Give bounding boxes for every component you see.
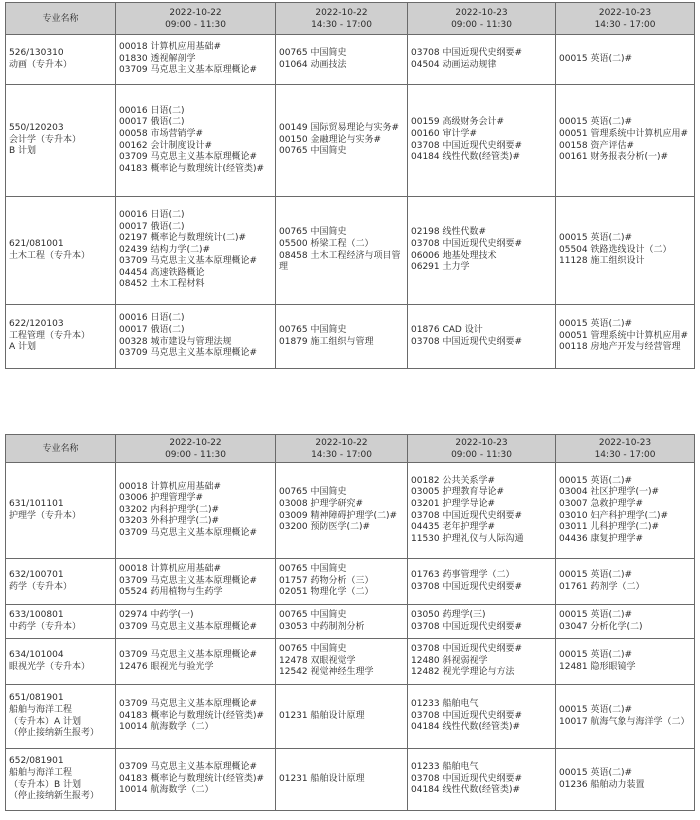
exam-cell: 00765 中国简史 03053 中药制剂分析 — [276, 605, 408, 639]
major-cell: 634/101004 眼视光学（专升本） — [6, 639, 116, 685]
column-header-major: 专业名称 — [6, 3, 116, 35]
exam-cell: 00159 高级财务会计# 00160 审计学# 03708 中国近现代史纲要# 04184 线性代数(经管类)# — [408, 85, 556, 197]
exam-cell: 00015 英语(二)# 00051 管理系统中计算机应用# 00118 房地产开发与经营管理 — [556, 305, 695, 369]
table-row — [6, 35, 695, 85]
exam-cell: 03709 马克思主义基本原理概论# 04183 概率论与数理统计(经管类)# 10014 航海数学（二） — [116, 685, 276, 749]
column-header-slot: 2022-10-22 09:00 - 11:30 — [116, 3, 276, 35]
table-row — [6, 639, 695, 685]
exam-cell: 00018 计算机应用基础# 01830 透视解剖学 03709 马克思主义基本原理概论# — [116, 35, 276, 85]
exam-cell: 00015 英语(二)# — [556, 35, 695, 85]
major-cell: 622/120103 工程管理（专升本） A 计划 — [6, 305, 116, 369]
exam-cell: 03050 药理学(三) 03708 中国近现代史纲要# — [408, 605, 556, 639]
exam-cell: 00149 国际贸易理论与实务# 00150 金融理论与实务# 00765 中国简史 — [276, 85, 408, 197]
table-row — [6, 463, 695, 559]
major-cell: 651/081901 船舶与海洋工程 （专升本）A 计划 （停止接纳新生报考） — [6, 685, 116, 749]
table-row — [6, 749, 695, 811]
exam-cell: 00765 中国简史 03008 护理学研究# 03009 精神障碍护理学(二)# 03200 预防医学(二)# — [276, 463, 408, 559]
exam-cell: 00765 中国简史 05500 桥梁工程（二） 08458 土木工程经济与项目管理 — [276, 197, 408, 305]
column-header-slot: 2022-10-22 09:00 - 11:30 — [116, 435, 276, 463]
table-row — [6, 85, 695, 197]
exam-cell: 00765 中国简史 01757 药物分析（三） 02051 物理化学（二） — [276, 559, 408, 605]
table-row — [6, 197, 695, 305]
column-header-slot: 2022-10-22 14:30 - 17:00 — [276, 435, 408, 463]
column-header-major: 专业名称 — [6, 435, 116, 463]
exam-cell: 00182 公共关系学# 03005 护理教育导论# 03201 护理学导论# 03708 中国近现代史纲要# 04435 老年护理学# 11530 护理礼仪与人际沟通 — [408, 463, 556, 559]
table-row — [6, 605, 695, 639]
exam-cell: 00016 日语(二) 00017 俄语(二) 02197 概率论与数理统计(二)# 02439 结构力学(二)# 03709 马克思主义基本原理概论# 04454 高速铁路概论 08452 土木工程材料 — [116, 197, 276, 305]
exam-cell: 00018 计算机应用基础# 03709 马克思主义基本原理概论# 05524 药用植物与生药学 — [116, 559, 276, 605]
major-cell: 632/100701 药学（专升本） — [6, 559, 116, 605]
exam-cell: 03708 中国近现代史纲要# 04504 动画运动规律 — [408, 35, 556, 85]
exam-cell: 01231 船舶设计原理 — [276, 749, 408, 811]
exam-cell: 00015 英语(二)# 05504 铁路选线设计（二） 11128 施工组织设计 — [556, 197, 695, 305]
major-cell: 652/081901 船舶与海洋工程 （专升本）B 计划 （停止接纳新生报考） — [6, 749, 116, 811]
exam-cell: 03709 马克思主义基本原理概论# 12476 眼视光与验光学 — [116, 639, 276, 685]
exam-schedule-table-1 — [5, 2, 695, 369]
exam-cell: 03708 中国近现代史纲要# 12480 斜视弱视学 12482 视光学理论与方法 — [408, 639, 556, 685]
major-cell: 550/120203 会计学（专升本） B 计划 — [6, 85, 116, 197]
exam-cell: 01876 CAD 设计 03708 中国近现代史纲要# — [408, 305, 556, 369]
exam-cell: 00015 英语(二)# 01761 药剂学（二） — [556, 559, 695, 605]
exam-cell: 01231 船舶设计原理 — [276, 685, 408, 749]
exam-cell: 00016 日语(二) 00017 俄语(二) 00328 城市建设与管理法规 03709 马克思主义基本原理概论# — [116, 305, 276, 369]
exam-cell: 00015 英语(二)# 00051 管理系统中计算机应用# 00158 资产评估# 00161 财务报表分析(一)# — [556, 85, 695, 197]
column-header-slot: 2022-10-23 09:00 - 11:30 — [408, 435, 556, 463]
exam-cell: 00016 日语(二) 00017 俄语(二) 00058 市场营销学# 00162 会计制度设计# 03709 马克思主义基本原理概论# 04183 概率论与数理统计(经管类)# — [116, 85, 276, 197]
exam-cell: 00015 英语(二)# 03004 社区护理学(一)# 03007 急救护理学# 03010 妇产科护理学(二)# 03011 儿科护理学(二)# 04436 康复护理学# — [556, 463, 695, 559]
column-header-slot: 2022-10-23 14:30 - 17:00 — [556, 435, 695, 463]
exam-cell: 02974 中药学(一) 03709 马克思主义基本原理概论# — [116, 605, 276, 639]
major-cell: 621/081001 土木工程（专升本） — [6, 197, 116, 305]
exam-cell: 00015 英语(二)# 10017 航海气象与海洋学（二） — [556, 685, 695, 749]
column-header-slot: 2022-10-23 14:30 - 17:00 — [556, 3, 695, 35]
exam-cell: 02198 线性代数# 03708 中国近现代史纲要# 06006 地基处理技术 06291 土力学 — [408, 197, 556, 305]
major-cell: 526/130310 动画（专升本） — [6, 35, 116, 85]
exam-cell: 01763 药事管理学（二） 03708 中国近现代史纲要# — [408, 559, 556, 605]
exam-cell: 03709 马克思主义基本原理概论# 04183 概率论与数理统计(经管类)# 10014 航海数学（二） — [116, 749, 276, 811]
major-cell: 631/101101 护理学（专升本） — [6, 463, 116, 559]
table-header-row — [6, 3, 695, 35]
table-row — [6, 305, 695, 369]
exam-cell: 00765 中国简史 01879 施工组织与管理 — [276, 305, 408, 369]
exam-cell: 00015 英语(二)# 03047 分析化学(二) — [556, 605, 695, 639]
exam-cell: 00765 中国简史 12478 双眼视觉学 12542 视觉神经生理学 — [276, 639, 408, 685]
column-header-slot: 2022-10-22 14:30 - 17:00 — [276, 3, 408, 35]
exam-cell: 00018 计算机应用基础# 03006 护理管理学# 03202 内科护理学(二)# 03203 外科护理学(二)# 03709 马克思主义基本原理概论# — [116, 463, 276, 559]
exam-cell: 00015 英语(二)# 12481 隐形眼镜学 — [556, 639, 695, 685]
exam-cell: 01233 船舶电气 03708 中国近现代史纲要# 04184 线性代数(经管类)# — [408, 685, 556, 749]
table-row — [6, 559, 695, 605]
exam-cell: 00015 英语(二)# 01236 船舶动力装置 — [556, 749, 695, 811]
major-cell: 633/100801 中药学（专升本） — [6, 605, 116, 639]
table-row — [6, 685, 695, 749]
exam-cell: 00765 中国简史 01064 动画技法 — [276, 35, 408, 85]
table-header-row — [6, 435, 695, 463]
exam-cell: 01233 船舶电气 03708 中国近现代史纲要# 04184 线性代数(经管类)# — [408, 749, 556, 811]
exam-schedule-table-2 — [5, 434, 695, 811]
column-header-slot: 2022-10-23 09:00 - 11:30 — [408, 3, 556, 35]
